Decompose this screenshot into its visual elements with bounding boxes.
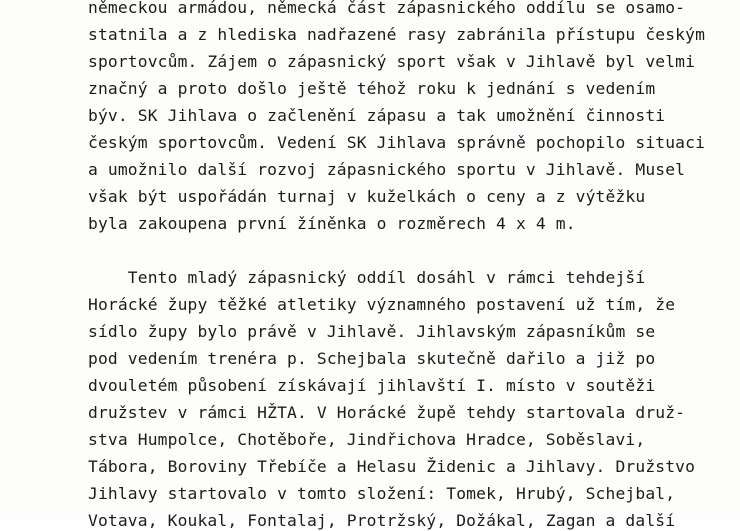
text-line: však být uspořádán turnaj v kuželkách o ceny a z výtěžku	[88, 187, 646, 206]
text-line: německou armádou, německá část zápasnického oddílu se osamo-	[88, 0, 686, 17]
text-line: a umožnilo další rozvoj zápasnického sportu v Jihlavě. Musel	[88, 160, 686, 179]
text-line: Horácké župy těžké atletiky významného postavení už tím, že	[88, 295, 676, 314]
text-line: Tento mladý zápasnický oddíl dosáhl v rámci tehdejší	[88, 268, 646, 287]
text-line: dvouletém působení získávají jihlavští I. místo v soutěži	[88, 376, 656, 395]
text-line: Jihlavy startovalo v tomto složení: Tomek, Hrubý, Schejbal,	[88, 484, 676, 503]
text-line: družstev v rámci HŽTA. V Horácké župě tehdy startovala druž-	[88, 403, 686, 422]
text-line: sídlo župy bylo právě v Jihlavě. Jihlavským zápasníkům se	[88, 322, 656, 341]
text-line: statnila a z hlediska nadřazené rasy zabránila přístupu českým	[88, 25, 706, 44]
text-line: českým sportovcům. Vedení SK Jihlava správně pochopilo situaci	[88, 133, 706, 152]
text-line: Votava, Koukal, Fontalaj, Protržský, Dožákal, Zagan a další	[88, 511, 676, 530]
text-line: značný a proto došlo ještě téhož roku k jednání s vedením	[88, 79, 656, 98]
text-line: Tábora, Boroviny Třebíče a Helasu Židenic a Jihlavy. Družstvo	[88, 457, 696, 476]
text-line: byla zakoupena první žíněnka o rozměrech 4 x 4 m.	[88, 214, 576, 233]
text-line: stva Humpolce, Chotěboře, Jindřichova Hradce, Soběslavi,	[88, 430, 646, 449]
text-line: sportovcům. Zájem o zápasnický sport však v Jihlavě byl velmi	[88, 52, 696, 71]
text-line: pod vedením trenéra p. Schejbala skutečně dařilo a již po	[88, 349, 656, 368]
text-line: býv. SK Jihlava o začlenění zápasu a tak umožnění činnosti	[88, 106, 666, 125]
